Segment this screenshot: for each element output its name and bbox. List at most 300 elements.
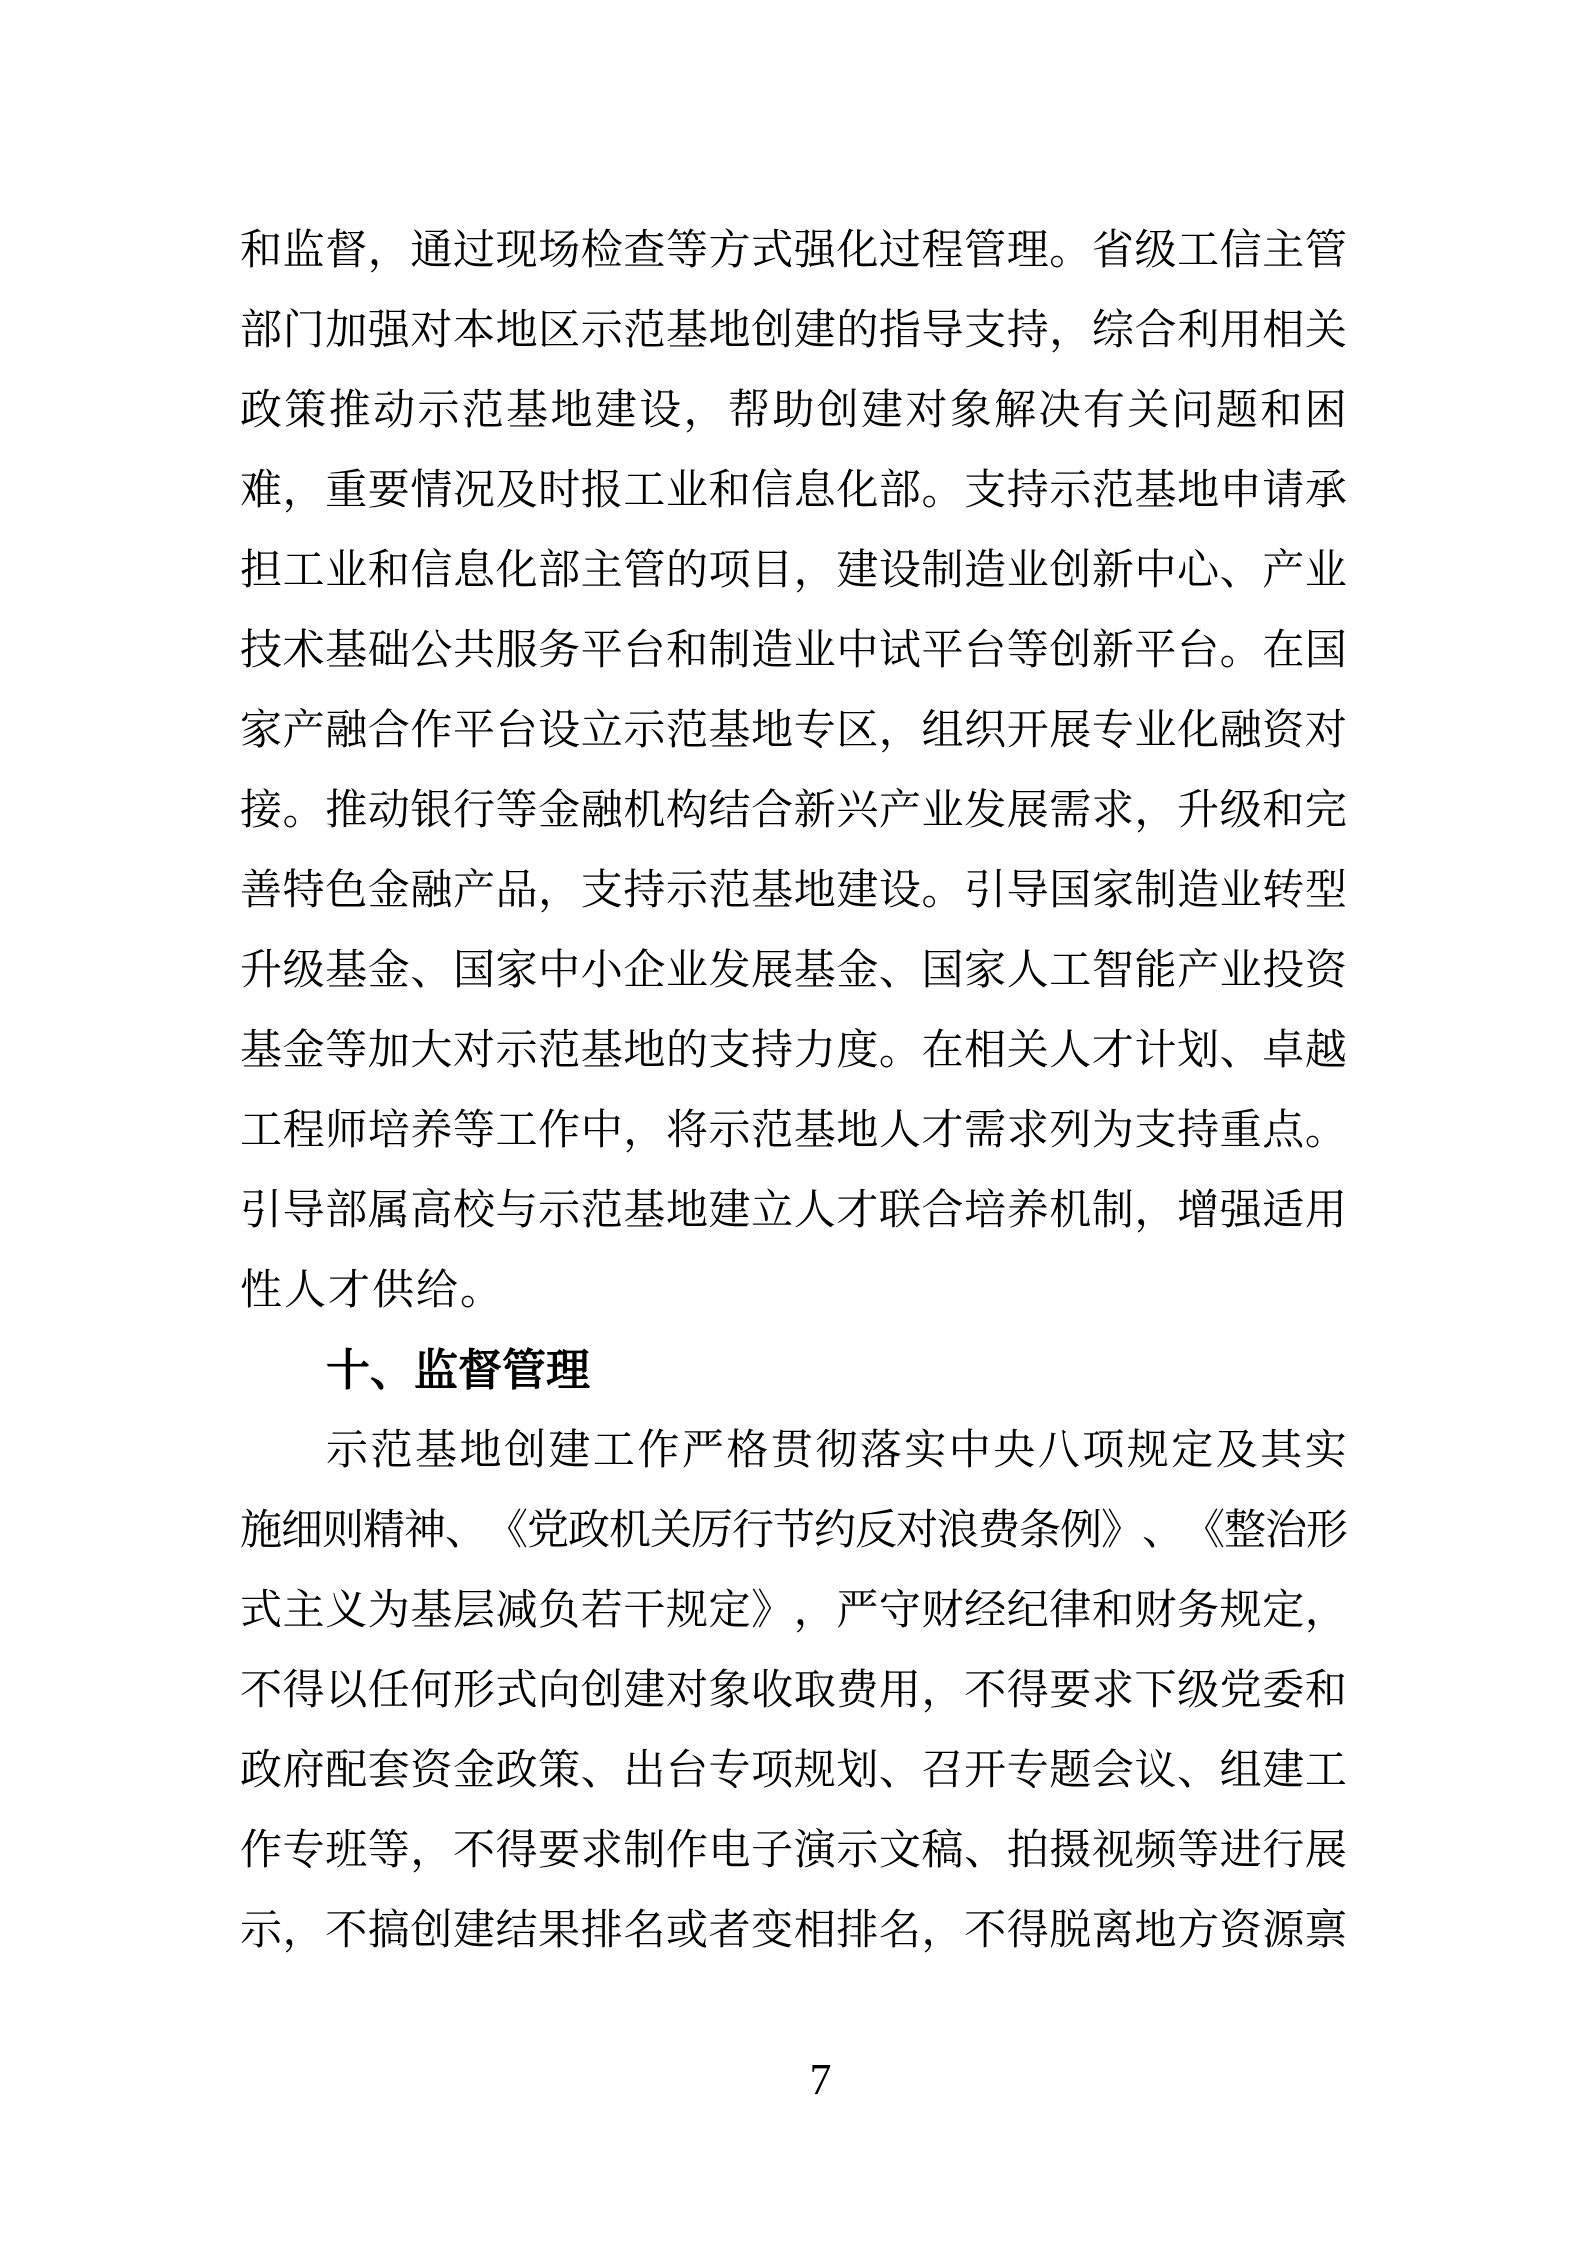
text-character: 现: [495, 228, 538, 274]
text-character: 范: [708, 868, 751, 914]
text-character: 的: [665, 1028, 708, 1074]
text-character: 范: [623, 308, 666, 354]
text-character: 适: [1262, 1188, 1305, 1234]
text-character: 业: [665, 948, 708, 994]
text-character: 合: [751, 788, 794, 834]
text-character: 相: [964, 1028, 1007, 1074]
text-character: 台: [623, 628, 666, 674]
text-character: 等: [367, 1828, 410, 1874]
text-line: [240, 611, 1347, 691]
text-character: 创: [503, 1428, 546, 1474]
text-character: 国: [1049, 868, 1092, 914]
text-character: 产: [878, 788, 921, 834]
text-character: 重: [1219, 1108, 1262, 1154]
text-character: 。: [282, 788, 325, 834]
text-character: 业: [1219, 868, 1262, 914]
text-character: 地: [836, 1108, 879, 1154]
text-character: 重: [325, 468, 368, 514]
text-character: 贯: [770, 1428, 813, 1474]
text-character: 拍: [1006, 1828, 1049, 1874]
text-character: 建: [623, 1668, 666, 1714]
text-character: 理: [1006, 228, 1049, 274]
text-character: 基: [1134, 468, 1177, 514]
text-character: 部: [538, 548, 581, 594]
text-character: 立: [580, 708, 623, 754]
text-character: 共: [452, 628, 495, 674]
text-character: 建: [708, 1188, 751, 1234]
text-character: 管: [964, 228, 1007, 274]
text-character: 合: [1134, 308, 1177, 354]
text-character: 视: [1091, 1828, 1134, 1874]
text-character: 和: [665, 628, 708, 674]
text-character: 支: [708, 1028, 751, 1074]
text-character: 报: [580, 468, 623, 514]
text-character: 才: [921, 1108, 964, 1154]
text-character: 造: [1177, 868, 1220, 914]
text-character: 产: [452, 868, 495, 914]
text-character: 级: [1134, 228, 1177, 274]
text-character: 台: [495, 708, 538, 754]
text-character: 部: [325, 1188, 368, 1234]
text-character: 要: [538, 1828, 581, 1874]
text-character: 行: [1262, 1828, 1305, 1874]
text-character: 律: [1049, 1588, 1092, 1634]
text-character: 色: [325, 868, 368, 914]
text-character: 地: [665, 1188, 708, 1234]
text-character: 工: [1304, 1748, 1347, 1794]
text-character: 点: [1262, 1108, 1305, 1154]
text-character: 会: [1091, 1748, 1134, 1794]
text-character: 作: [240, 1828, 283, 1874]
text-character: 政: [568, 1508, 611, 1554]
text-character: 专: [1091, 708, 1134, 754]
text-character: 对: [410, 308, 453, 354]
text-character: 、: [1219, 548, 1262, 594]
text-character: 基: [325, 628, 368, 674]
text-character: 设: [639, 388, 682, 434]
text-character: 心: [1177, 548, 1220, 594]
text-character: ，: [282, 1908, 325, 1954]
text-character: 制: [708, 628, 751, 674]
text-character: 升: [240, 948, 283, 994]
text-character: 卓: [1262, 1028, 1305, 1074]
text-character: 划: [836, 1748, 879, 1794]
text-character: 委: [1262, 1668, 1305, 1714]
text-character: 力: [793, 1028, 836, 1074]
text-character: 节: [773, 1508, 816, 1554]
text-character: 中: [1134, 548, 1177, 594]
text-character: 融: [580, 788, 623, 834]
text-character: 要: [367, 468, 410, 514]
text-character: 产: [1177, 948, 1220, 994]
text-character: 议: [1134, 1748, 1177, 1794]
text-character: 地: [459, 1428, 502, 1474]
text-character: 进: [1219, 1828, 1262, 1874]
text-character: 式: [751, 228, 794, 274]
text-character: 接: [240, 788, 283, 834]
text-character: 本: [452, 308, 495, 354]
text-character: 策: [284, 388, 327, 434]
text-character: 金: [367, 948, 410, 994]
text-character: 导: [282, 1188, 325, 1234]
text-character: 。: [1304, 1108, 1347, 1154]
text-character: 范: [580, 1188, 623, 1234]
text-character: 过: [452, 228, 495, 274]
text-character: 示: [1049, 468, 1092, 514]
text-character: 持: [1006, 308, 1049, 354]
text-character: 中: [836, 628, 879, 674]
text-character: 过: [878, 228, 921, 274]
text-character: 资: [1304, 948, 1347, 994]
text-character: 相: [1262, 308, 1305, 354]
text-character: ，: [921, 1908, 964, 1954]
text-character: 示: [240, 1908, 283, 1954]
text-character: 基: [580, 1028, 623, 1074]
text-character: 化: [836, 468, 879, 514]
text-character: 落: [859, 1428, 902, 1474]
text-character: 专: [1006, 1748, 1049, 1794]
text-character: 财: [921, 1588, 964, 1634]
text-character: ，: [1049, 308, 1092, 354]
text-character: 推: [325, 788, 368, 834]
text-character: 的: [836, 308, 879, 354]
text-character: 化: [836, 228, 879, 274]
text-character: 严: [681, 1428, 724, 1474]
text-character: 地: [495, 308, 538, 354]
text-character: 实: [904, 1428, 947, 1474]
text-character: 项: [751, 1748, 794, 1794]
text-character: 规: [793, 1748, 836, 1794]
text-character: 织: [964, 708, 1007, 754]
text-character: 家: [964, 948, 1007, 994]
text-character: 基: [506, 388, 549, 434]
text-character: 支: [964, 308, 1007, 354]
text-character: 例: [1060, 1508, 1103, 1554]
text-character: 结: [495, 1908, 538, 1954]
text-character: 政: [240, 1748, 283, 1794]
text-character: 排: [580, 1908, 623, 1954]
text-character: 得: [495, 1828, 538, 1874]
text-character: 人: [1006, 948, 1049, 994]
text-character: 任: [367, 1668, 410, 1714]
text-character: 业: [793, 628, 836, 674]
text-character: 得: [1006, 1908, 1049, 1954]
text-character: 不: [240, 1668, 283, 1714]
text-character: 特: [282, 868, 325, 914]
text-character: 助: [772, 388, 815, 434]
text-line: [240, 211, 1347, 291]
text-character: 等: [1006, 628, 1049, 674]
text-character: 展: [1049, 708, 1092, 754]
text-character: 摄: [1049, 1828, 1092, 1874]
text-character: 条: [1019, 1508, 1062, 1554]
text-character: 化: [1177, 708, 1220, 754]
text-character: 地: [550, 388, 593, 434]
text-character: 对: [665, 1668, 708, 1714]
text-character: 持: [751, 1028, 794, 1074]
text-character: 技: [240, 628, 283, 674]
text-character: 产: [1262, 548, 1305, 594]
text-character: 能: [1134, 948, 1177, 994]
text-character: 及: [495, 468, 538, 514]
text-character: 工: [495, 1108, 538, 1154]
text-character: 基: [793, 948, 836, 994]
text-line: [240, 1171, 1347, 1251]
text-character: 脱: [1049, 1908, 1092, 1954]
text-character: 新: [793, 788, 836, 834]
text-character: 中: [580, 1108, 623, 1154]
text-character: 关: [650, 1508, 693, 1554]
text-character: 础: [367, 628, 410, 674]
text-character: 平: [580, 628, 623, 674]
text-character: 部: [240, 308, 283, 354]
text-character: 困: [1304, 388, 1347, 434]
text-character: 加: [325, 308, 368, 354]
text-character: 家: [240, 708, 283, 754]
section-heading: 十、监督管理: [326, 1346, 590, 1395]
page-number: 7: [809, 2055, 832, 2104]
text-character: 实: [1304, 1428, 1347, 1474]
text-character: 则: [322, 1508, 365, 1554]
text-character: 投: [1262, 948, 1305, 994]
text-character: 试: [878, 628, 921, 674]
text-character: 对: [1304, 708, 1347, 754]
text-character: 设: [878, 548, 921, 594]
text-line: [240, 1011, 1347, 1091]
text-character: 支: [964, 468, 1007, 514]
text-character: 制: [1134, 868, 1177, 914]
text-character: 制: [1091, 1188, 1134, 1234]
text-character: ，: [623, 1108, 666, 1154]
text-character: 培: [367, 1108, 410, 1154]
text-character: 台: [665, 1748, 708, 1794]
text-character: 浪: [937, 1508, 980, 1554]
text-character: 立: [751, 1188, 794, 1234]
text-character: 党: [1219, 1668, 1262, 1714]
text-line: [240, 691, 1347, 771]
text-character: 府: [282, 1748, 325, 1794]
text-character: 取: [793, 1668, 836, 1714]
text-character: 支: [580, 868, 623, 914]
text-character: 经: [964, 1588, 1007, 1634]
text-character: 场: [538, 228, 581, 274]
text-character: 整: [1224, 1508, 1267, 1554]
text-line: [240, 451, 1347, 531]
text-character: 监: [282, 228, 325, 274]
text-character: 、: [1142, 1508, 1185, 1554]
text-character: 省: [1091, 228, 1134, 274]
text-character: 主: [1262, 228, 1305, 274]
text-character: 建: [861, 388, 904, 434]
text-character: 象: [949, 388, 992, 434]
text-character: 地: [1134, 1908, 1177, 1954]
text-character: 精: [363, 1508, 406, 1554]
text-line: [240, 1891, 1347, 1971]
text-character: 财: [1134, 1588, 1177, 1634]
text-character: 。: [921, 468, 964, 514]
text-character: 动: [373, 388, 416, 434]
text-character: 基: [751, 868, 794, 914]
text-character: 求: [1091, 788, 1134, 834]
text-character: 型: [1304, 868, 1347, 914]
text-character: 排: [836, 1908, 879, 1954]
text-line: [240, 531, 1347, 611]
text-character: 指: [878, 308, 921, 354]
text-character: 信: [410, 548, 453, 594]
text-character: 养: [1006, 1188, 1049, 1234]
text-character: 区: [836, 708, 879, 754]
text-character: 国: [452, 948, 495, 994]
text-character: 不: [452, 1828, 495, 1874]
text-character: 定: [1171, 1428, 1214, 1474]
text-character: 示: [665, 868, 708, 914]
text-character: 。: [1219, 628, 1262, 674]
text-character: 建: [548, 1428, 591, 1474]
text-character: 划: [1177, 1028, 1220, 1074]
text-character: ，: [878, 708, 921, 754]
text-character: 造: [751, 628, 794, 674]
text-character: 定: [1262, 1588, 1305, 1634]
text-character: ，: [793, 548, 836, 594]
text-character: 、: [1219, 1028, 1262, 1074]
text-character: 需: [964, 1108, 1007, 1154]
text-character: 造: [964, 548, 1007, 594]
text-character: 地: [623, 1028, 666, 1074]
text-character: 强: [367, 308, 410, 354]
text-character: 义: [325, 1588, 368, 1634]
text-character: 善: [240, 868, 283, 914]
text-character: 禀: [1304, 1908, 1347, 1954]
text-character: 不: [325, 1908, 368, 1954]
text-character: 区: [538, 308, 581, 354]
text-character: 。: [921, 868, 964, 914]
text-character: 央: [993, 1428, 1036, 1474]
text-character: 范: [538, 1028, 581, 1074]
text-character: 地: [751, 708, 794, 754]
text-character: 需: [1049, 788, 1092, 834]
text-character: 《: [1183, 1508, 1226, 1554]
text-character: 导: [921, 308, 964, 354]
text-character: 其: [1260, 1428, 1303, 1474]
text-character: ，: [793, 1588, 836, 1634]
text-character: 基: [708, 708, 751, 754]
text-character: 新: [1091, 628, 1134, 674]
text-character: 台: [964, 628, 1007, 674]
text-character: 范: [751, 1108, 794, 1154]
text-character: 作: [538, 1108, 581, 1154]
text-character: 工: [282, 548, 325, 594]
text-character: 创: [816, 388, 859, 434]
text-character: 兴: [836, 788, 879, 834]
text-character: 》: [751, 1588, 794, 1634]
text-character: 程: [282, 1108, 325, 1154]
text-character: ，: [683, 388, 726, 434]
text-character: 融: [1219, 708, 1262, 754]
text-character: 引: [964, 868, 1007, 914]
text-line: [240, 1091, 1347, 1171]
text-character: 担: [240, 548, 283, 594]
text-character: 干: [623, 1588, 666, 1634]
text-line: [240, 1731, 1347, 1811]
text-character: 用: [1304, 1188, 1347, 1234]
text-line: [240, 931, 1347, 1011]
text-character: 等: [1177, 1828, 1220, 1874]
text-character: ，: [282, 468, 325, 514]
text-character: 关: [1006, 1028, 1049, 1074]
text-character: 金: [367, 868, 410, 914]
text-character: 制: [623, 1828, 666, 1874]
text-character: 平: [452, 708, 495, 754]
text-character: 源: [1262, 1908, 1305, 1954]
text-character: 、: [964, 1828, 1007, 1874]
text-character: 新: [1091, 548, 1134, 594]
text-character: 管: [623, 548, 666, 594]
text-character: 、: [878, 948, 921, 994]
text-character: 产: [282, 708, 325, 754]
text-character: 、: [445, 1508, 488, 1554]
text-character: 纪: [1006, 1588, 1049, 1634]
text-character: 业: [1006, 548, 1049, 594]
text-character: 强: [793, 228, 836, 274]
text-character: 基: [240, 1028, 283, 1074]
text-character: 电: [708, 1828, 751, 1874]
text-character: 专: [708, 1748, 751, 1794]
text-character: 作: [665, 1828, 708, 1874]
text-character: 师: [325, 1108, 368, 1154]
text-character: 对: [452, 1028, 495, 1074]
text-character: 在: [1262, 628, 1305, 674]
text-character: 业: [1304, 548, 1347, 594]
text-character: 及: [1215, 1428, 1258, 1474]
text-character: 通: [410, 228, 453, 274]
text-character: 关: [1304, 308, 1347, 354]
text-character: 校: [452, 1188, 495, 1234]
text-character: 承: [1304, 468, 1347, 514]
text-character: 融: [410, 868, 453, 914]
text-character: 和: [240, 228, 283, 274]
text-character: 示: [495, 1028, 538, 1074]
text-character: 为: [1091, 1108, 1134, 1154]
text-character: 开: [964, 1748, 1007, 1794]
text-character: 变: [751, 1908, 794, 1954]
text-character: 用: [878, 1668, 921, 1714]
text-character: 党: [527, 1508, 570, 1554]
text-character: 示: [836, 1828, 879, 1874]
text-character: 形: [452, 1668, 495, 1714]
text-character: 小: [580, 948, 623, 994]
text-character: 频: [1134, 1828, 1177, 1874]
text-character: 动: [367, 788, 410, 834]
text-character: 以: [325, 1668, 368, 1714]
text-character: 定: [708, 1588, 751, 1634]
text-character: 中: [538, 948, 581, 994]
text-character: 平: [921, 628, 964, 674]
text-character: 平: [1134, 628, 1177, 674]
text-character: 地: [1177, 468, 1220, 514]
text-line: [240, 1411, 1347, 1491]
text-character: 作: [637, 1428, 680, 1474]
text-character: 专: [793, 708, 836, 754]
text-character: 子: [751, 1828, 794, 1874]
text-line: [240, 771, 1347, 851]
text-character: 何: [410, 1668, 453, 1714]
text-character: 利: [1177, 308, 1220, 354]
text-character: 转: [1262, 868, 1305, 914]
text-character: 政: [495, 1748, 538, 1794]
text-character: 将: [665, 1108, 708, 1154]
text-character: 术: [282, 628, 325, 674]
text-character: 创: [580, 1668, 623, 1714]
